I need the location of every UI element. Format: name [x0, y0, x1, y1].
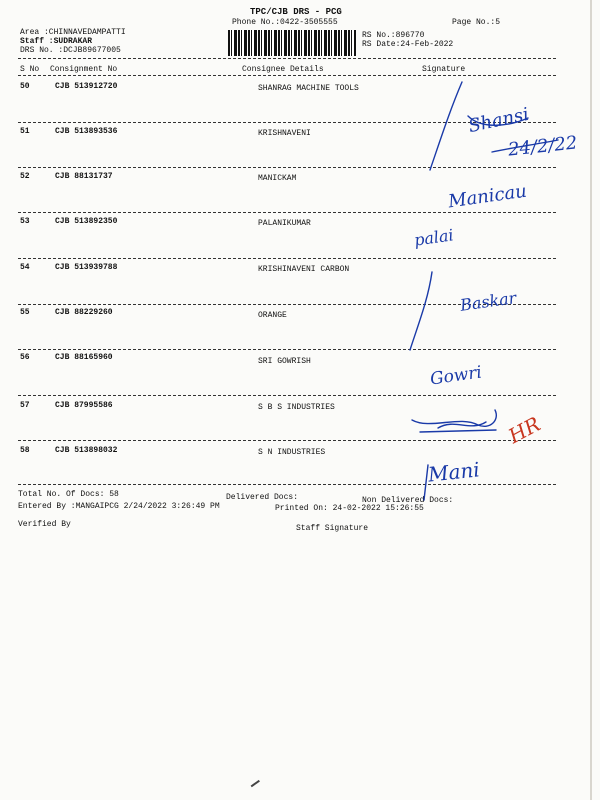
row-divider	[18, 484, 556, 485]
non-delivered-docs: Non Delivered Docs:	[362, 496, 454, 505]
signature-baskar: Baskar	[458, 288, 518, 315]
pen-mark	[251, 780, 264, 792]
area-label: Area :CHINNAVEDAMPATTI	[20, 28, 126, 37]
row-consignee: KRISHNAVENI	[258, 129, 311, 138]
row-consignment: CJB 513893536	[55, 127, 118, 136]
red-mark: HR	[504, 411, 545, 449]
row-consignee: MANICKAM	[258, 174, 297, 183]
row-consignment: CJB 88131737	[55, 172, 113, 181]
report-title: TPC/CJB DRS - PCG	[250, 7, 342, 17]
row-sno: 56	[20, 353, 30, 362]
row-consignment: CJB 88165960	[55, 353, 113, 362]
row-sno: 52	[20, 172, 30, 181]
page-edge	[590, 0, 592, 800]
row-sno: 53	[20, 217, 30, 226]
row-consignee: KRISHINAVENI CARBON	[258, 265, 350, 274]
signature-date: 24/2/22	[507, 132, 579, 161]
row-sno: 50	[20, 82, 30, 91]
row-divider	[18, 167, 556, 168]
row-divider	[18, 440, 556, 441]
rs-date: RS Date:24-Feb-2022	[362, 40, 454, 49]
column-consignee: Consignee Details	[242, 65, 324, 74]
verified-by: Verified By	[18, 520, 71, 529]
pen-stroke-line	[430, 82, 462, 170]
row-consignee: S B S INDUSTRIES	[258, 403, 335, 412]
signature-shansi: Shansi	[466, 103, 531, 138]
row-consignee: ORANGE	[258, 311, 287, 320]
row-divider	[18, 212, 556, 213]
staff-signature-label: Staff Signature	[296, 524, 369, 533]
signature-palai: palai	[412, 225, 455, 250]
row-consignee: SHANRAG MACHINE TOOLS	[258, 84, 359, 93]
row-divider	[18, 349, 556, 350]
row-consignment: CJB 87995586	[55, 401, 113, 410]
rs-number: RS No.:896770	[362, 31, 425, 40]
row-consignment: CJB 513939788	[55, 263, 118, 272]
row-sno: 51	[20, 127, 30, 136]
column-divider	[18, 75, 556, 76]
row-sno: 54	[20, 263, 30, 272]
barcode	[228, 30, 356, 56]
column-consignment: Consignment No	[50, 65, 118, 74]
signature-manicau: Manicau	[446, 180, 528, 213]
delivered-docs: Delivered Docs:	[226, 493, 299, 502]
staff-label: Staff :SUDRAKAR	[20, 37, 93, 46]
pen-stroke-line	[412, 410, 496, 426]
page-number: Page No.:5	[452, 18, 501, 27]
printed-on: Printed On: 24-02-2022 15:26:55	[275, 504, 424, 513]
signature-gowri: Gowri	[428, 362, 484, 390]
row-sno: 58	[20, 446, 30, 455]
column-signature: Signature	[422, 65, 466, 74]
row-consignee: PALANIKUMAR	[258, 219, 311, 228]
row-sno: 57	[20, 401, 30, 410]
row-sno: 55	[20, 308, 30, 317]
entered-by: Entered By :MANGAIPCG 2/24/2022 3:26:49 PM	[18, 502, 220, 511]
row-consignment: CJB 88229260	[55, 308, 113, 317]
row-consignment: CJB 513892350	[55, 217, 118, 226]
pen-stroke-line	[438, 422, 486, 428]
row-consignment: CJB 513898032	[55, 446, 118, 455]
row-consignee: S N INDUSTRIES	[258, 448, 326, 457]
row-divider	[18, 258, 556, 259]
drs-number: DRS No. :DCJB89677005	[20, 46, 121, 55]
column-sno: S No	[20, 65, 40, 74]
row-consignment: CJB 513912720	[55, 82, 118, 91]
header-divider	[18, 58, 556, 59]
row-consignee: SRI GOWRISH	[258, 357, 311, 366]
pen-stroke-line	[410, 272, 432, 350]
row-divider	[18, 395, 556, 396]
phone-number: Phone No.:0422-3505555	[232, 18, 338, 27]
total-docs: Total No. Of Docs: 58	[18, 490, 119, 499]
signature-mani: Mani	[426, 457, 481, 487]
pen-stroke-line	[420, 430, 496, 432]
